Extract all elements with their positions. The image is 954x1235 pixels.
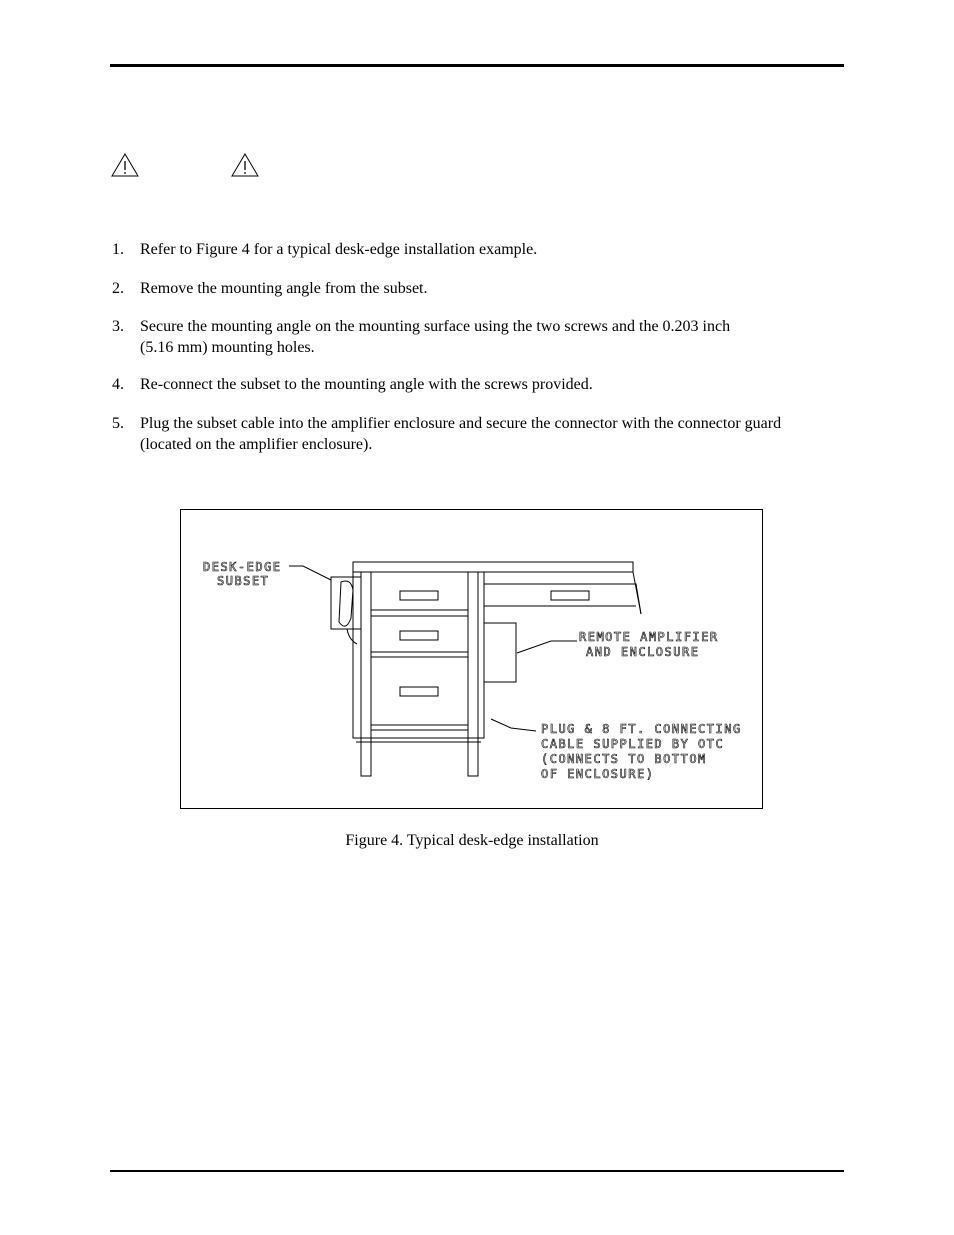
desk-drawing <box>181 510 764 810</box>
drawer-handle <box>551 591 589 600</box>
amplifier-enclosure <box>484 623 516 682</box>
desk-top <box>353 562 633 572</box>
figure-caption: Figure 4. Typical desk-edge installation <box>345 832 599 849</box>
warning-triangle-icon <box>231 153 259 177</box>
drawer-handle <box>400 687 438 696</box>
callout-plug: CABLE SUPPLIED BY OTC <box>541 737 725 751</box>
callout-amplifier: REMOTE AMPLIFIER <box>579 630 719 644</box>
warning-triangle-icon <box>111 153 139 177</box>
callout-subset: SUBSET <box>217 574 270 588</box>
desk-leg-right <box>468 572 478 776</box>
callout-amplifier: AND ENCLOSURE <box>586 645 700 659</box>
drawer-handle <box>400 631 438 640</box>
desk-front-panel <box>353 572 484 738</box>
footer-rule <box>110 1170 844 1172</box>
callout-subset: DESK-EDGE <box>203 560 282 574</box>
desk-edge-subset <box>331 577 361 629</box>
header-rule <box>110 64 844 67</box>
callout-plug: OF ENCLOSURE) <box>541 767 655 781</box>
callout-plug: PLUG & 8 FT. CONNECTING <box>541 722 742 736</box>
desk-leg-left <box>361 572 371 776</box>
callout-plug: (CONNECTS TO BOTTOM <box>541 752 707 766</box>
figure-4-desk-installation <box>180 509 763 809</box>
drawer-handle <box>400 591 438 600</box>
